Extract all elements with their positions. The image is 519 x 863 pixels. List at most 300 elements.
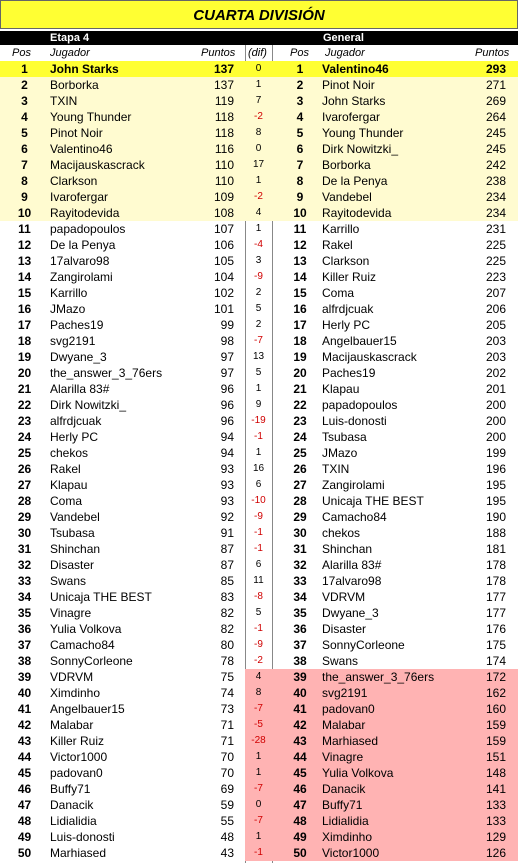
stage-player: Pinot Noir [50, 126, 103, 140]
stage-points: 87 [220, 558, 234, 572]
stage-pos: 11 [18, 222, 31, 236]
stage-pos: 31 [17, 542, 32, 556]
stage-player: Malabar [50, 718, 94, 732]
general-points: 141 [485, 782, 506, 796]
stage-points: 94 [220, 430, 234, 444]
table-row [0, 541, 518, 557]
stage-pos: 1 [21, 62, 28, 76]
general-pos: 49 [293, 830, 307, 844]
general-player: Borborka [322, 158, 371, 172]
table-row [0, 605, 518, 621]
general-pos: 23 [293, 414, 307, 428]
stage-player: Marhiased [50, 846, 107, 860]
general-points: 162 [485, 686, 506, 700]
stage-points: 97 [220, 350, 234, 364]
general-player: Unicaja THE BEST [322, 494, 424, 508]
stage-points: 96 [220, 414, 234, 428]
table-row [0, 317, 518, 333]
stage-player: Shinchan [50, 542, 101, 556]
general-player: Ximdinho [322, 830, 373, 844]
general-points: 188 [485, 526, 506, 540]
general-points: 181 [485, 542, 506, 556]
general-pos: 11 [293, 222, 307, 236]
section-header-bar [0, 31, 518, 45]
stage-points: 80 [220, 638, 234, 652]
stage-points: 94 [220, 446, 234, 460]
general-player: Coma [322, 286, 355, 300]
table-row [0, 157, 518, 173]
table-row [0, 189, 518, 205]
page-title: CUARTA DIVISIÓN [0, 0, 518, 29]
stage-points: 74 [220, 686, 234, 700]
general-points: 126 [485, 846, 506, 860]
stage-points: 110 [214, 158, 234, 172]
general-player: Paches19 [322, 366, 376, 380]
stage-points: 91 [220, 526, 234, 540]
table-row [0, 461, 518, 477]
general-points: 245 [485, 142, 506, 156]
table-row [0, 205, 518, 221]
standings-table [0, 61, 518, 861]
stage-player: Young Thunder [50, 110, 132, 124]
general-points: 200 [485, 430, 506, 444]
stage-points: 70 [220, 750, 234, 764]
stage-player: Coma [50, 494, 83, 508]
table-row [0, 573, 518, 589]
stage-pos: 17 [17, 318, 32, 332]
general-player: Danacik [322, 782, 366, 796]
stage-player: Valentino46 [50, 142, 113, 156]
general-pos: 33 [293, 574, 307, 588]
dif-value: -19 [251, 415, 266, 426]
stage-player: Dwyane_3 [50, 350, 107, 364]
dif-value: 1 [255, 175, 262, 186]
stage-points: 137 [213, 78, 234, 92]
stage-pos: 28 [17, 494, 32, 508]
dif-value: -9 [254, 639, 263, 650]
general-player: Ivarofergar [322, 110, 381, 124]
dif-value: 11 [253, 575, 264, 586]
general-player: VDRVM [322, 590, 366, 604]
stage-player: Danacik [50, 798, 94, 812]
stage-pos: 22 [17, 398, 32, 412]
stage-player: Unicaja THE BEST [50, 590, 152, 604]
dif-value: -1 [254, 543, 263, 554]
dif-value: -9 [254, 271, 263, 282]
col-dif: (dif) [248, 47, 267, 59]
stage-player: Victor1000 [50, 750, 108, 764]
general-points: 178 [485, 574, 506, 588]
table-row [0, 413, 518, 429]
general-player: Tsubasa [322, 430, 367, 444]
stage-player: SonnyCorleone [50, 654, 133, 668]
general-player: Herly PC [322, 318, 371, 332]
stage-pos: 19 [17, 350, 32, 364]
general-pos: 45 [293, 766, 307, 780]
table-row [0, 61, 518, 77]
general-points: 238 [485, 174, 506, 188]
dif-value: 13 [252, 351, 265, 362]
dif-value: 2 [255, 287, 262, 298]
dif-value: 6 [255, 479, 262, 490]
dif-value: 7 [255, 95, 262, 106]
general-pos: 32 [293, 558, 307, 572]
stage-points: 87 [220, 542, 234, 556]
general-points: 148 [485, 766, 506, 780]
general-pos: 7 [296, 158, 304, 172]
stage-pos: 40 [17, 686, 32, 700]
table-row [0, 813, 518, 829]
stage-player: TXIN [50, 94, 78, 108]
general-pos: 31 [293, 542, 307, 556]
general-pos: 35 [293, 606, 307, 620]
table-row [0, 765, 518, 781]
stage-points: 69 [220, 782, 234, 796]
dif-value: -8 [254, 591, 263, 602]
table-row [0, 381, 518, 397]
stage-points: 48 [220, 830, 234, 844]
stage-points: 55 [220, 814, 234, 828]
stage-pos: 47 [17, 798, 32, 812]
stage-player: Dirk Nowitzki_ [50, 398, 127, 412]
stage-pos: 46 [17, 782, 32, 796]
stage-points: 85 [220, 574, 234, 588]
general-points: 264 [485, 110, 506, 124]
table-row [0, 685, 518, 701]
general-player: Buffy71 [322, 798, 363, 812]
dif-value: -10 [251, 495, 266, 506]
general-player: Pinot Noir [322, 78, 375, 92]
general-player: papadopoulos [322, 398, 398, 412]
dif-value: -2 [254, 191, 263, 202]
col-jugador-stage: Jugador [50, 47, 90, 59]
general-pos: 29 [293, 510, 307, 524]
general-pos: 17 [293, 318, 307, 332]
general-points: 129 [485, 830, 506, 844]
stage-pos: 35 [17, 606, 32, 620]
general-player: Klapau [322, 382, 360, 396]
dif-value: -4 [254, 239, 263, 250]
table-row [0, 397, 518, 413]
general-player: Malabar [322, 718, 366, 732]
table-row [0, 749, 518, 765]
stage-player: Clarkson [50, 174, 98, 188]
general-player: Dwyane_3 [322, 606, 379, 620]
stage-player: Ivarofergar [50, 190, 109, 204]
stage-pos: 30 [17, 526, 32, 540]
table-row [0, 621, 518, 637]
stage-points: 78 [220, 654, 234, 668]
general-pos: 4 [296, 110, 304, 124]
general-pos: 25 [293, 446, 307, 460]
table-row [0, 429, 518, 445]
general-player: Victor1000 [322, 846, 380, 860]
dif-value: 4 [255, 671, 262, 682]
stage-player: Lidialidia [50, 814, 97, 828]
general-points: 160 [485, 702, 506, 716]
general-player: chekos [322, 526, 361, 540]
general-pos: 13 [293, 254, 307, 268]
general-points: 269 [485, 94, 506, 108]
general-points: 200 [485, 398, 506, 412]
general-points: 178 [485, 558, 506, 572]
stage-points: 109 [213, 190, 234, 204]
dif-value: 17 [252, 159, 265, 170]
general-pos: 36 [293, 622, 307, 636]
col-puntos-general: Puntos [475, 47, 510, 59]
stage-points: 118 [214, 110, 234, 124]
stage-pos: 7 [21, 158, 28, 172]
dif-value: -2 [254, 111, 263, 122]
table-row [0, 285, 518, 301]
col-pos-stage: Pos [12, 47, 31, 59]
general-player: padovan0 [322, 702, 375, 716]
general-player: 17alvaro98 [322, 574, 382, 588]
stage-player: Angelbauer15 [50, 702, 125, 716]
general-pos: 46 [293, 782, 307, 796]
general-pos: 10 [293, 206, 307, 220]
stage-pos: 49 [17, 830, 32, 844]
stage-pos: 32 [17, 558, 32, 572]
dif-value: 0 [255, 63, 262, 74]
stage-player: svg2191 [50, 334, 96, 348]
stage-pos: 44 [17, 750, 32, 764]
stage-player: Luis-donosti [50, 830, 115, 844]
stage-points: 71 [220, 734, 234, 748]
general-player: Young Thunder [322, 126, 404, 140]
stage-pos: 20 [17, 366, 32, 380]
stage-player: Swans [50, 574, 87, 588]
general-points: 199 [485, 446, 506, 460]
general-player: Rayitodevida [322, 206, 392, 220]
stage-points: 110 [214, 174, 234, 188]
general-points: 234 [485, 206, 506, 220]
general-player: Alarilla 83# [322, 558, 382, 572]
stage-player: Zangirolami [50, 270, 113, 284]
table-row [0, 445, 518, 461]
table-row [0, 93, 518, 109]
general-points: 202 [485, 366, 506, 380]
general-points: 293 [485, 62, 506, 76]
table-row [0, 221, 518, 237]
stage-points: 83 [220, 590, 234, 604]
general-pos: 50 [293, 846, 307, 860]
general-pos: 30 [293, 526, 307, 540]
dif-value: 1 [255, 79, 262, 90]
stage-pos: 2 [21, 78, 28, 92]
general-player: Macijauskascrack [322, 350, 417, 364]
stage-pos: 13 [17, 254, 32, 268]
stage-pos: 25 [17, 446, 32, 460]
general-points: 201 [485, 382, 506, 396]
general-points: 196 [485, 462, 506, 476]
stage-points: 104 [213, 270, 234, 284]
general-points: 174 [485, 654, 506, 668]
general-points: 172 [485, 670, 506, 684]
general-pos: 15 [293, 286, 307, 300]
general-points: 133 [485, 798, 506, 812]
general-pos: 8 [296, 174, 304, 188]
stage-points: 102 [213, 286, 234, 300]
stage-pos: 16 [17, 302, 32, 316]
table-row [0, 669, 518, 685]
general-points: 225 [485, 238, 506, 252]
stage-pos: 8 [21, 174, 28, 188]
general-points: 203 [485, 350, 506, 364]
general-player: Dirk Nowitzki_ [322, 142, 399, 156]
table-row [0, 829, 518, 845]
dif-value: 1 [255, 831, 262, 842]
general-pos: 40 [293, 686, 307, 700]
general-player: JMazo [322, 446, 358, 460]
stage-player: chekos [50, 446, 89, 460]
general-pos: 2 [296, 78, 304, 92]
stage-points: 99 [220, 318, 234, 332]
dif-value: -7 [254, 815, 263, 826]
table-row [0, 77, 518, 93]
dif-value: -2 [254, 655, 263, 666]
general-pos: 20 [293, 366, 307, 380]
stage-player: Killer Ruiz [50, 734, 105, 748]
general-player: Disaster [322, 622, 367, 636]
general-player: De la Penya [322, 174, 388, 188]
stage-pos: 27 [17, 478, 32, 492]
general-player: John Starks [322, 94, 386, 108]
dif-value: -1 [254, 623, 263, 634]
stage-pos: 18 [17, 334, 32, 348]
stage-points: 73 [220, 702, 234, 716]
stage-points: 97 [220, 366, 234, 380]
general-points: 177 [485, 590, 506, 604]
table-row [0, 269, 518, 285]
dif-value: 5 [255, 303, 262, 314]
general-points: 231 [485, 222, 506, 236]
general-pos: 44 [293, 750, 307, 764]
general-player: Lidialidia [322, 814, 369, 828]
stage-pos: 3 [21, 94, 28, 108]
stage-pos: 41 [17, 702, 32, 716]
dif-value: 0 [255, 143, 262, 154]
dif-value: -1 [254, 847, 263, 858]
table-row [0, 109, 518, 125]
stage-points: 59 [220, 798, 234, 812]
general-header: General [323, 32, 364, 44]
general-points: 151 [485, 750, 506, 764]
stage-player: Herly PC [50, 430, 99, 444]
table-row [0, 493, 518, 509]
stage-points: 92 [220, 510, 234, 524]
table-row [0, 733, 518, 749]
general-player: svg2191 [322, 686, 368, 700]
general-pos: 12 [293, 238, 307, 252]
general-pos: 38 [293, 654, 307, 668]
table-row [0, 237, 518, 253]
general-points: 234 [485, 190, 506, 204]
stage-player: Vinagre [50, 606, 92, 620]
general-points: 159 [485, 718, 506, 732]
general-player: the_answer_3_76ers [322, 670, 435, 684]
stage-player: 17alvaro98 [50, 254, 110, 268]
stage-player: Alarilla 83# [50, 382, 110, 396]
dif-value: 5 [255, 367, 262, 378]
general-points: 195 [485, 478, 506, 492]
table-row [0, 781, 518, 797]
stage-player: Rakel [50, 462, 81, 476]
table-row [0, 717, 518, 733]
dif-value: -7 [254, 335, 263, 346]
stage-pos: 33 [17, 574, 32, 588]
stage-player: Ximdinho [50, 686, 101, 700]
stage-player: Macijauskascrack [50, 158, 145, 172]
general-player: TXIN [322, 462, 350, 476]
stage-player: the_answer_3_76ers [50, 366, 163, 380]
table-row [0, 845, 518, 861]
general-player: Vinagre [322, 750, 364, 764]
general-player: Killer Ruiz [322, 270, 377, 284]
table-row [0, 141, 518, 157]
table-row [0, 333, 518, 349]
stage-player: alfrdjcuak [50, 414, 102, 428]
general-points: 190 [485, 510, 506, 524]
dif-value: 0 [255, 799, 262, 810]
table-row [0, 125, 518, 141]
stage-points: 75 [220, 670, 234, 684]
general-points: 223 [485, 270, 506, 284]
table-row [0, 701, 518, 717]
general-pos: 26 [293, 462, 307, 476]
table-row [0, 349, 518, 365]
stage-pos: 36 [17, 622, 32, 636]
stage-pos: 10 [17, 206, 32, 220]
stage-player: Yulia Volkova [50, 622, 122, 636]
general-points: 206 [485, 302, 506, 316]
general-pos: 9 [296, 190, 304, 204]
general-player: Angelbauer15 [322, 334, 397, 348]
general-points: 225 [485, 254, 506, 268]
stage-points: 107 [213, 222, 234, 236]
general-player: Vandebel [322, 190, 372, 204]
stage-pos: 29 [17, 510, 32, 524]
general-pos: 6 [296, 142, 304, 156]
general-points: 242 [485, 158, 506, 172]
general-pos: 18 [293, 334, 307, 348]
stage-points: 93 [220, 462, 234, 476]
dif-value: 5 [255, 607, 262, 618]
stage-points: 118 [214, 126, 234, 140]
stage-pos: 24 [17, 430, 32, 444]
stage-player: Paches19 [50, 318, 104, 332]
table-row [0, 797, 518, 813]
general-pos: 19 [293, 350, 307, 364]
general-player: Marhiased [322, 734, 379, 748]
stage-pos: 15 [17, 286, 32, 300]
general-points: 133 [485, 814, 506, 828]
stage-pos: 38 [17, 654, 32, 668]
stage-pos: 50 [17, 846, 32, 860]
general-player: alfrdjcuak [322, 302, 374, 316]
dif-value: -7 [254, 783, 263, 794]
dif-value: -1 [254, 431, 263, 442]
general-player: Luis-donosti [322, 414, 387, 428]
general-pos: 27 [293, 478, 307, 492]
stage-points: 98 [220, 334, 234, 348]
dif-value: -9 [254, 511, 263, 522]
general-points: 175 [485, 638, 506, 652]
general-player: Swans [322, 654, 359, 668]
stage-pos: 12 [17, 238, 32, 252]
stage-points: 106 [213, 238, 234, 252]
stage-pos: 45 [17, 766, 32, 780]
